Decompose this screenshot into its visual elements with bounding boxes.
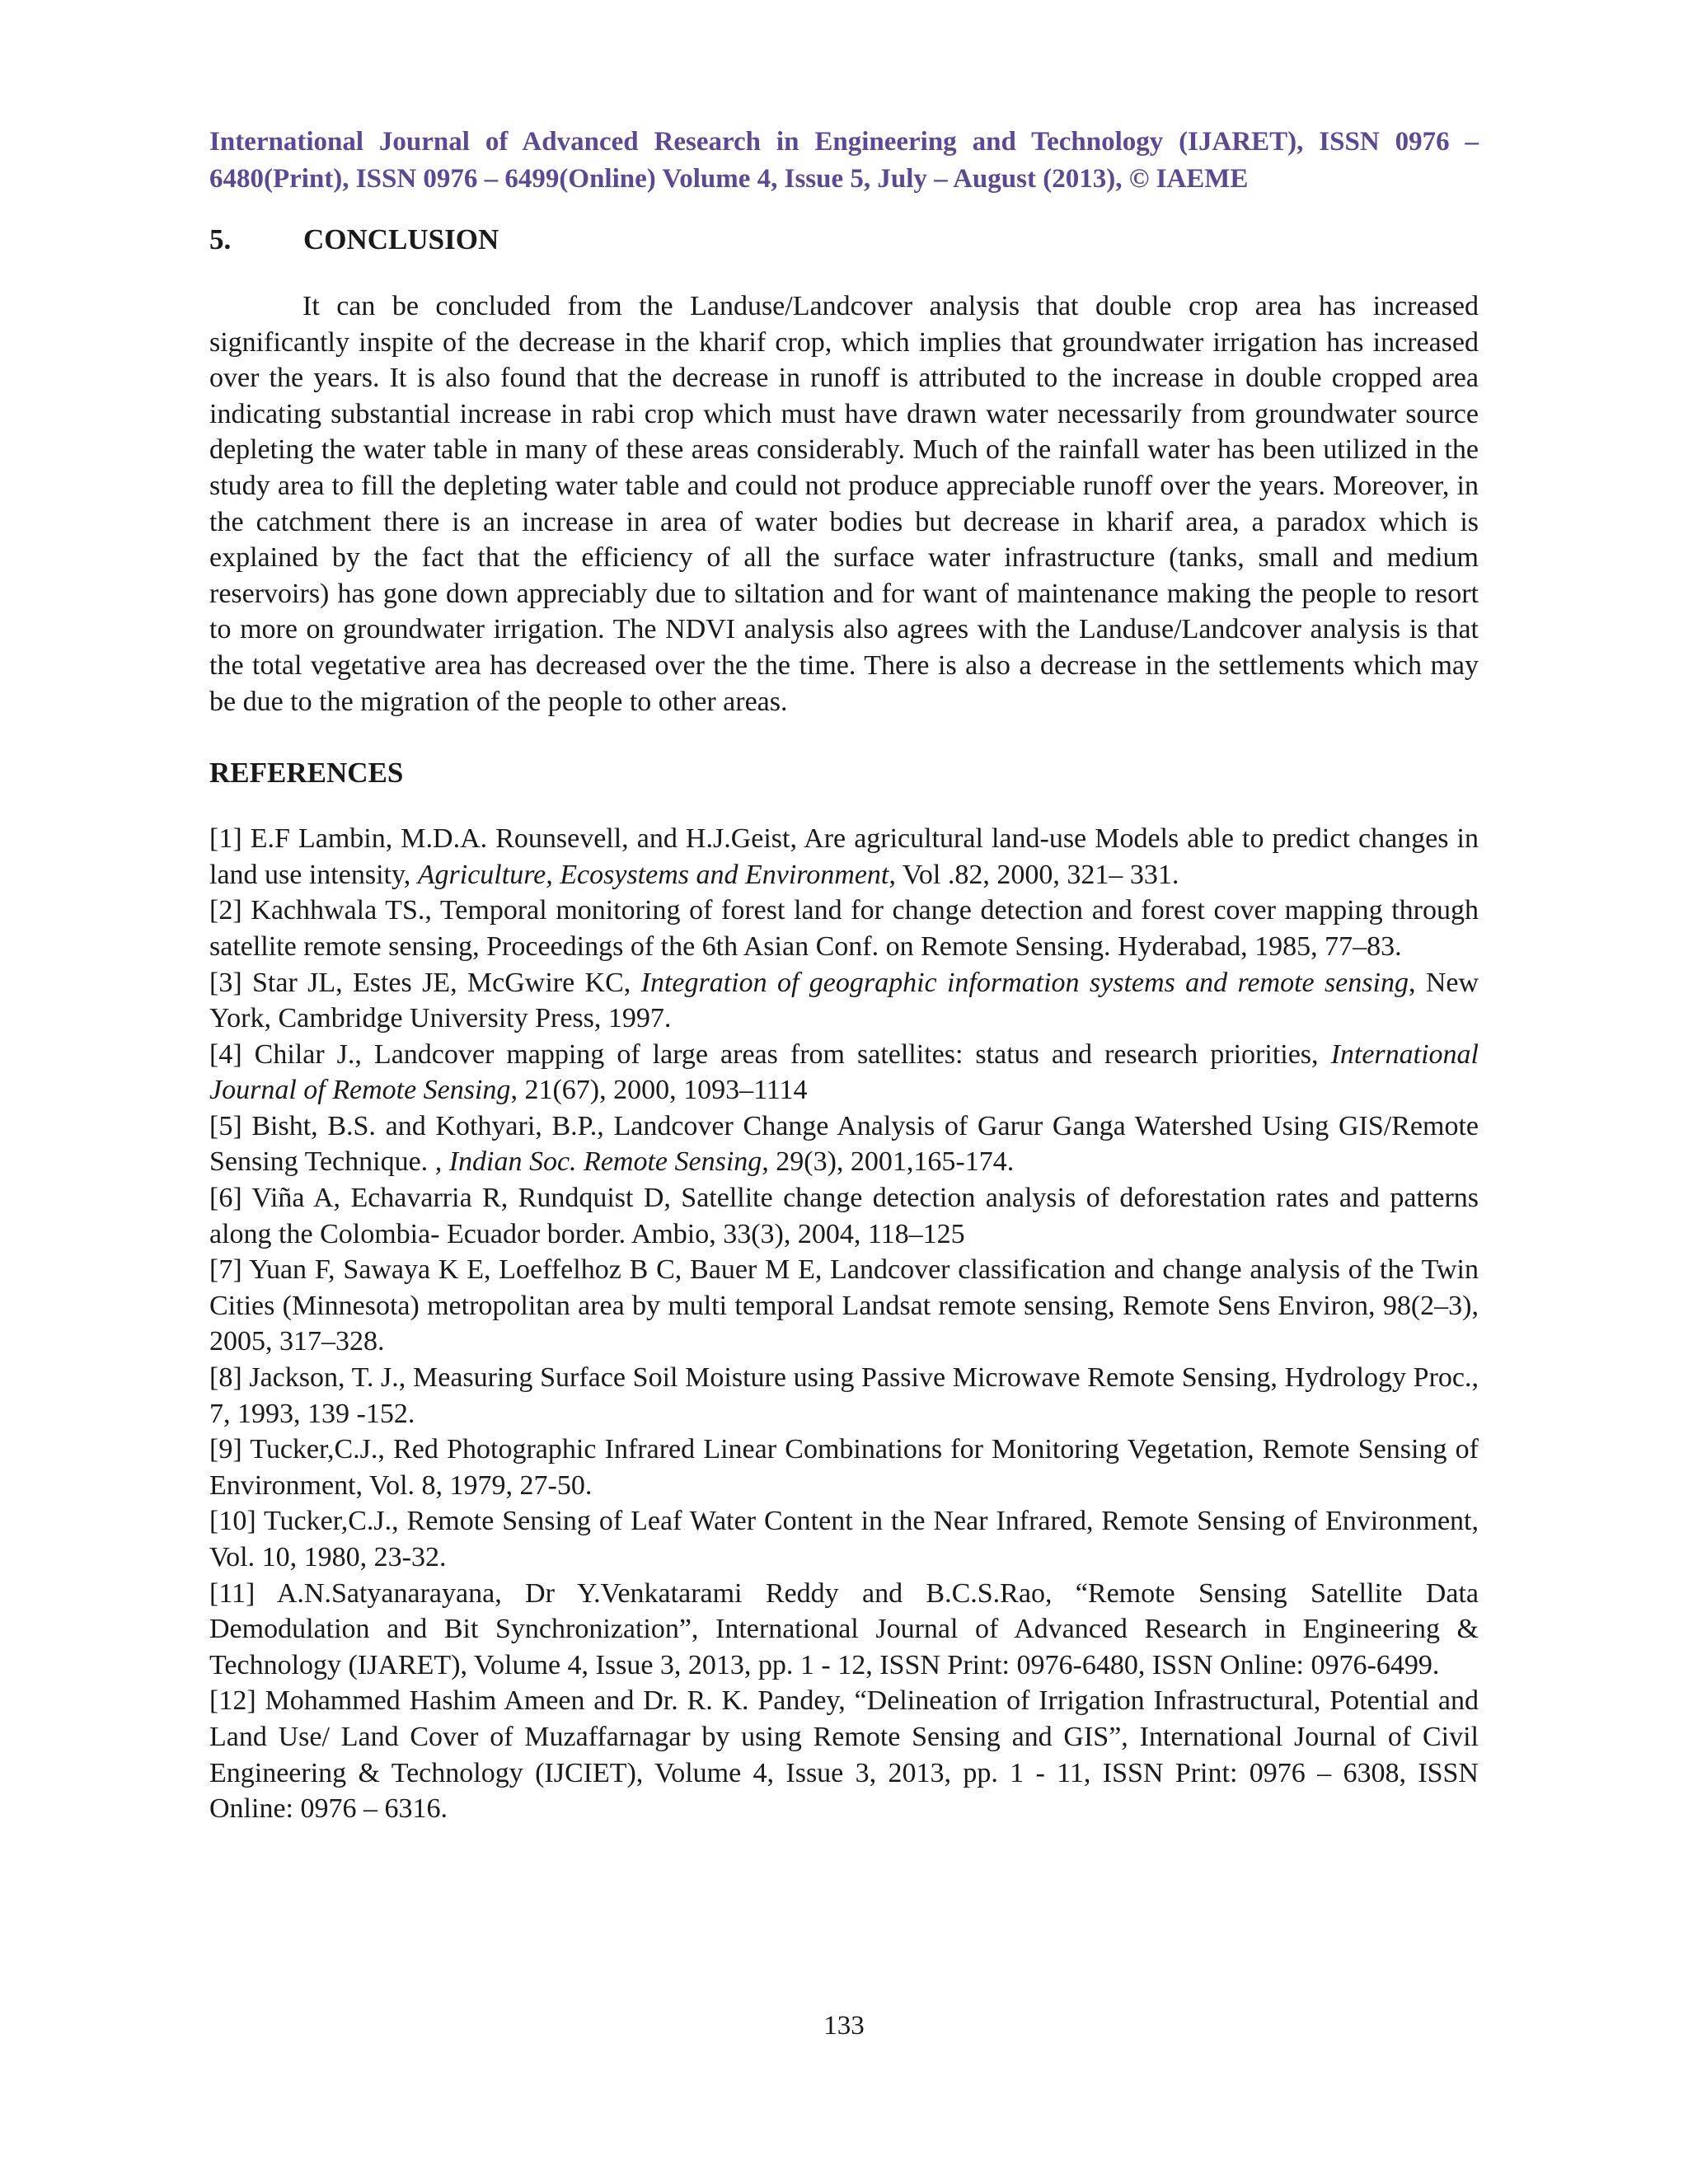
reference-item: [11] A.N.Satyanarayana, Dr Y.Venkatarami Reddy and B.C.S.Rao, “Remote Sensing Satellite Data Demodulation and Bit Synchronization”, International Journal of Advanced Research in Engineering & Technology (IJARET), Volume 4, Issue 3, 2013, pp. 1 - 12, ISSN Print: 0976-6480, ISSN Online: 0976-6499. bbox=[209, 1577, 1479, 1680]
reference-item: [3] Star JL, Estes JE, McGwire KC, Integration of geographic information systems and remote sensing, New York, Cambridge University Press, 1997. bbox=[209, 967, 1479, 1034]
reference-list bbox=[209, 821, 1479, 1827]
reference-item: [1] E.F Lambin, M.D.A. Rounsevell, and H.J.Geist, Are agricultural land-use Models able to predict changes in land use intensity, Agriculture, Ecosystems and Environment, Vol .82, 2000, 321– 331. bbox=[209, 823, 1479, 890]
reference-item: [6] Viña A, Echavarria R, Rundquist D, Satellite change detection analysis of deforestation rates and patterns along the Colombia- Ecuador border. Ambio, 33(3), 2004, 118–125 bbox=[209, 1183, 1479, 1249]
reference-item: [2] Kachhwala TS., Temporal monitoring of forest land for change detection and forest cover mapping through satellite remote sensing, Proceedings of the 6th Asian Conf. on Remote Sensing. Hyderabad, 1985, 77–83. bbox=[209, 895, 1479, 962]
journal-running-header: International Journal of Advanced Research in Engineering and Technology (IJARET), ISSN 0976 – 6480(Print), ISSN 0976 – 6499(Online) Volume 4, Issue 5, July – August (2013), © IAEME bbox=[209, 127, 1479, 194]
page-number: 133 bbox=[823, 2011, 865, 2041]
reference-item: [7] Yuan F, Sawaya K E, Loeffelhoz B C, Bauer M E, Landcover classification and change analysis of the Twin Cities (Minnesota) metropolitan area by multi temporal Landsat remote sensing, Remote Sens Environ, 98(2–3), 2005, 317–328. bbox=[209, 1254, 1479, 1357]
reference-item: [10] Tucker,C.J., Remote Sensing of Leaf Water Content in the Near Infrared, Remote Sensing of Environment, Vol. 10, 1980, 23-32. bbox=[209, 1506, 1479, 1572]
reference-item: [9] Tucker,C.J., Red Photographic Infrared Linear Combinations for Monitoring Vegetation, Remote Sensing of Environment, Vol. 8, 1979, 27-50. bbox=[209, 1434, 1479, 1501]
reference-item: [8] Jackson, T. J., Measuring Surface Soil Moisture using Passive Microwave Remote Sensing, Hydrology Proc., 7, 1993, 139 -152. bbox=[209, 1362, 1479, 1429]
conclusion-paragraph: It can be concluded from the Landuse/Landcover analysis that double crop area has increased significantly inspite of the decrease in the kharif crop, which implies that groundwater irrigation has increased over the years. It is also found that the decrease in runoff is attributed to the increase in double cropped area indicating substantial increase in rabi crop which must have drawn water necessarily from groundwater source depleting the water table in many of these areas considerably. Much of the rainfall water has been utilized in the study area to fill the depleting water table and could not produce appreciable runoff over the years. Moreover, in the catchment there is an increase in area of water bodies but decrease in kharif area, a paradox which is explained by the fact that the efficiency of all the surface water infrastructure (tanks, small and medium reservoirs) has gone down appreciably due to siltation and for want of maintenance making the people to resort to more on groundwater irrigation. The NDVI analysis also agrees with the Landuse/Landcover analysis is that the total vegetative area has decreased over the the time. There is also a decrease in the settlements which may be due to the migration of the people to other areas. bbox=[209, 291, 1479, 717]
reference-item: [5] Bisht, B.S. and Kothyari, B.P., Landcover Change Analysis of Garur Ganga Watershed Using GIS/Remote Sensing Technique. , Indian Soc. Remote Sensing, 29(3), 2001,165-174. bbox=[209, 1110, 1479, 1178]
section-number: 5. bbox=[209, 223, 232, 255]
conclusion-heading bbox=[209, 221, 1479, 259]
references-heading: REFERENCES bbox=[209, 757, 404, 790]
page-body bbox=[209, 124, 1479, 1827]
reference-item: [12] Mohammed Hashim Ameen and Dr. R. K. Pandey, “Delineation of Irrigation Infrastructural, Potential and Land Use/ Land Cover of Muzaffarnagar by using Remote Sensing and GIS”, International Journal of Civil Engineering & Technology (IJCIET), Volume 4, Issue 3, 2013, pp. 1 - 11, ISSN Print: 0976 – 6308, ISSN Online: 0976 – 6316. bbox=[209, 1685, 1479, 1825]
reference-item: [4] Chilar J., Landcover mapping of large areas from satellites: status and research priorities, International Journal of Remote Sensing, 21(67), 2000, 1093–1114 bbox=[209, 1038, 1479, 1106]
section-title: CONCLUSION bbox=[303, 223, 499, 255]
